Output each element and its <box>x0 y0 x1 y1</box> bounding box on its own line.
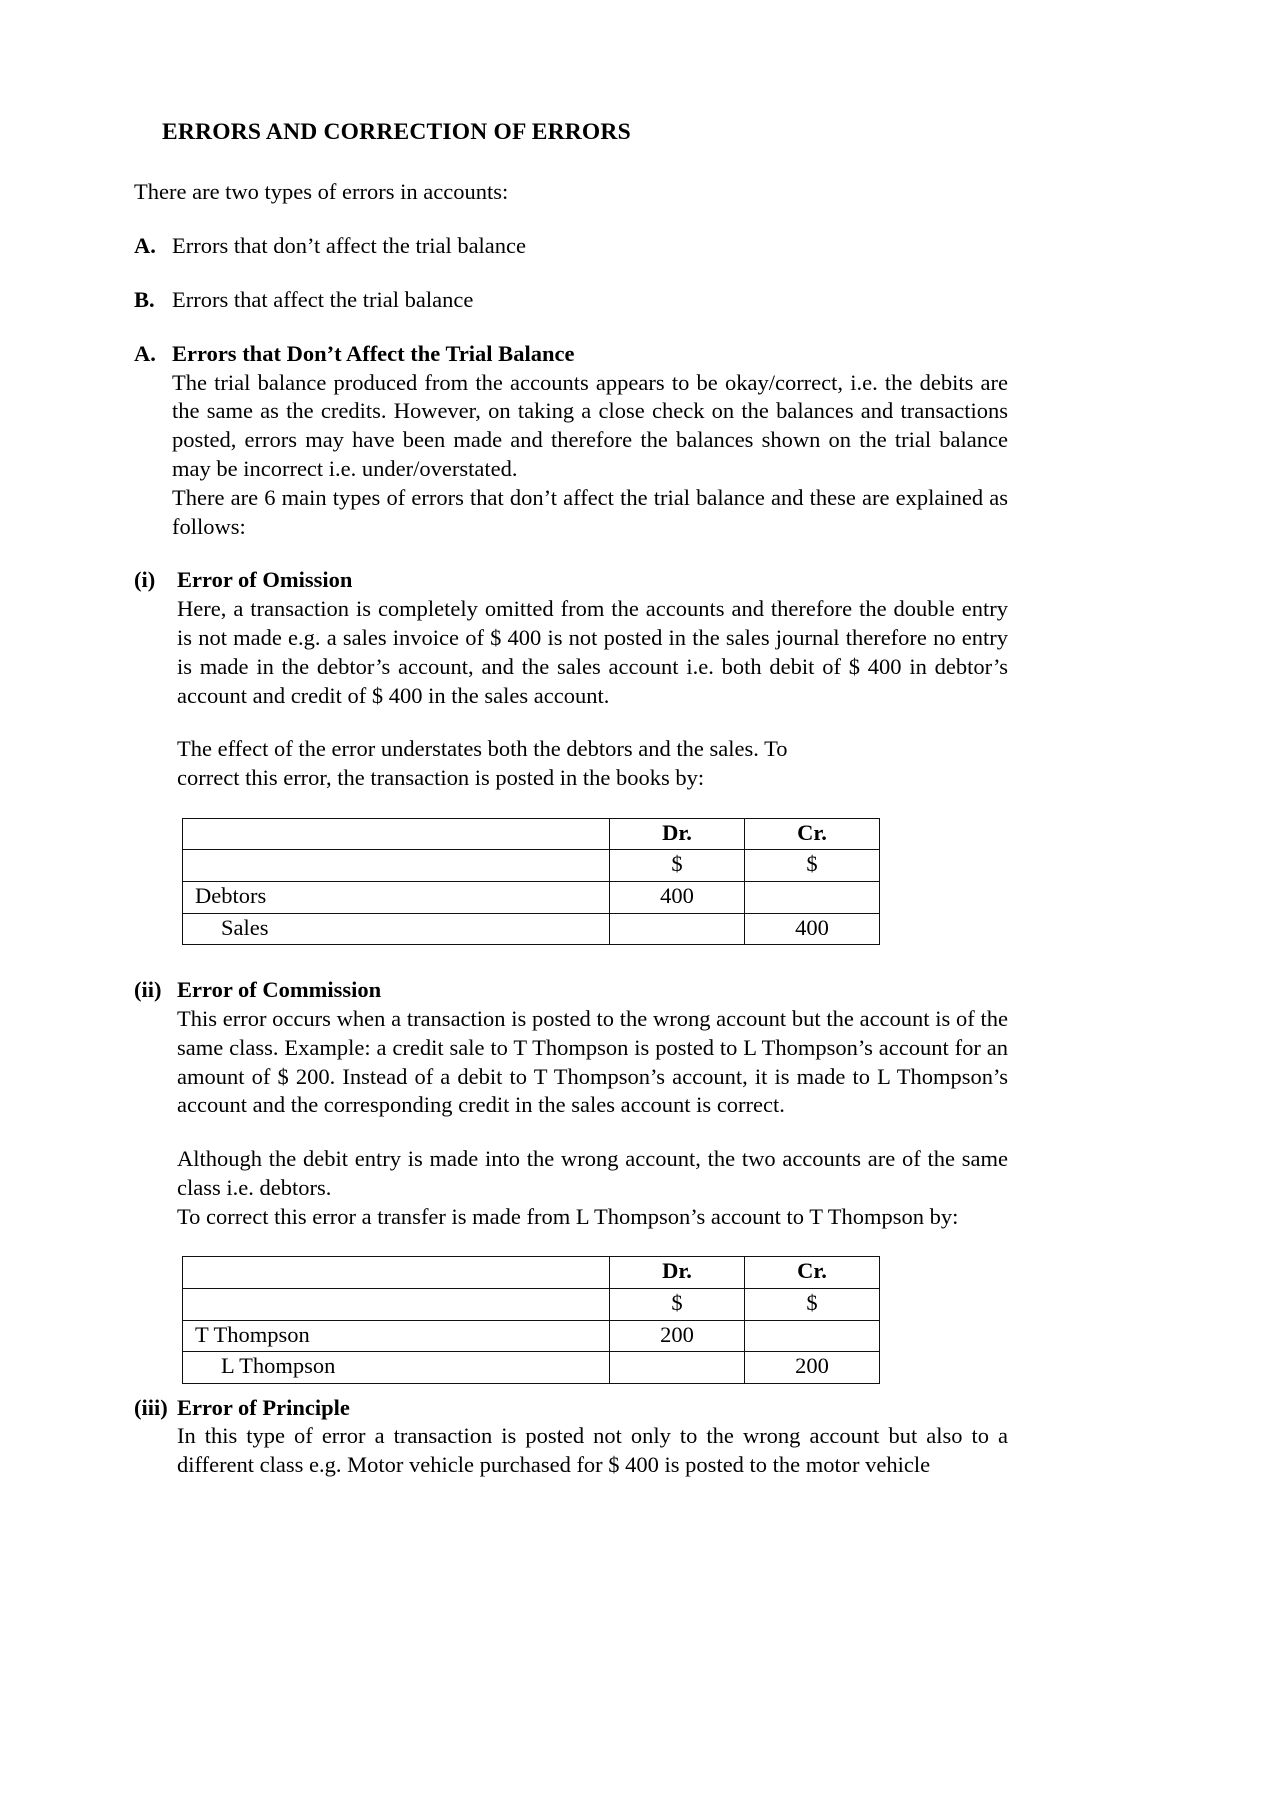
error-of-omission <box>134 566 1008 793</box>
error-of-principle-paragraph-1: In this type of error a transaction is posted not only to the wrong account but also to a different class e.g. Motor vehicle purchased for $ 400 is posted to the motor vehicle <box>177 1423 1008 1478</box>
error-type-b-marker: B. <box>134 286 155 312</box>
table-cell-description: T Thompson <box>183 1320 610 1352</box>
table-cell-dr: 200 <box>610 1320 745 1352</box>
error-of-principle-heading: Error of Principle <box>177 1394 350 1420</box>
table-row <box>183 882 880 914</box>
error-of-omission-marker: (i) <box>134 567 156 593</box>
error-of-commission-paragraph-3: To correct this error a transfer is made from L Thompson’s account to T Thompson by: <box>177 1203 959 1229</box>
table-cell-description: Debtors <box>183 882 610 914</box>
error-of-omission-paragraph-2-line-1: The effect of the error understates both the debtors and the sales. To <box>177 736 788 762</box>
table-header-description <box>183 1257 610 1289</box>
error-of-omission-paragraph-1: Here, a transaction is completely omitted from the accounts and therefore the double entry is not made e.g. a sales invoice of $ 400 is not posted in the sales journal therefore no entry is made in the debtor’s account, and the sales account i.e. both debit of $ 400 in debtor’s account and credit of $ 400 in the sales account. <box>177 596 1008 708</box>
section-a-marker: A. <box>134 340 156 366</box>
table-row <box>183 1320 880 1352</box>
error-type-b-label: Errors that affect the trial balance <box>172 286 474 312</box>
section-a-heading: Errors that Don’t Affect the Trial Balance <box>172 340 575 366</box>
table-currency-description <box>183 1289 610 1321</box>
intro-paragraph: There are two types of errors in accounts: <box>134 179 509 205</box>
table-currency-row <box>183 1289 880 1321</box>
table-cell-description: Sales <box>183 913 610 945</box>
section-a-paragraph-1: The trial balance produced from the accounts appears to be okay/correct, i.e. the debits are the same as the credits. However, on taking a close check on the balances and transactions posted, errors may have been made and therefore the balances shown on the trial balance may be incorrect i.e. under/overstated. <box>172 369 1008 481</box>
error-of-commission <box>134 976 1008 1231</box>
table-cell-dr <box>610 1352 745 1384</box>
table-cell-dr <box>610 913 745 945</box>
error-type-b <box>134 286 1008 315</box>
error-of-commission-paragraph-1: This error occurs when a transaction is posted to the wrong account but the account is of the same class. Example: a credit sale to T Thompson is posted to L Thompson’s account for an amount of $ 200. Instead of a debit to T Thompson’s account, it is made to L Thompson’s account and the corresponding credit in the sales account is correct. <box>177 1005 1008 1118</box>
table-currency-row <box>183 850 880 882</box>
table-header-cr: Cr. <box>745 818 880 850</box>
table-currency-cr: $ <box>745 1289 880 1321</box>
error-of-commission-paragraph-2: Although the debit entry is made into the wrong account, the two accounts are of the same class i.e. debtors. <box>177 1146 1008 1200</box>
error-of-omission-paragraph-2-line-2: correct this error, the transaction is posted in the books by: <box>177 765 705 791</box>
error-of-commission-heading: Error of Commission <box>177 977 382 1003</box>
table-cell-description: L Thompson <box>183 1352 610 1384</box>
error-type-a-label: Errors that don’t affect the trial balance <box>172 233 527 259</box>
table-cell-cr <box>745 1320 880 1352</box>
table-cell-cr: 200 <box>745 1352 880 1384</box>
table-currency-description <box>183 850 610 882</box>
error-of-commission-marker: (ii) <box>134 977 162 1003</box>
section-a <box>134 340 1008 542</box>
error-type-a-marker: A. <box>134 233 156 259</box>
table-currency-cr: $ <box>745 850 880 882</box>
table-currency-dr: $ <box>610 1289 745 1321</box>
table-header-dr: Dr. <box>610 1257 745 1289</box>
table-header-row <box>183 1257 880 1289</box>
page-title: ERRORS AND CORRECTION OF ERRORS <box>162 119 631 145</box>
journal-entry-table-omission <box>182 818 880 945</box>
section-a-paragraph-2: There are 6 main types of errors that don’t affect the trial balance and these are explained as follows: <box>172 484 1008 539</box>
error-of-principle-marker: (iii) <box>134 1394 168 1420</box>
table-currency-dr: $ <box>610 850 745 882</box>
table-row <box>183 913 880 945</box>
table-header-dr: Dr. <box>610 818 745 850</box>
table-cell-cr <box>745 882 880 914</box>
error-of-principle <box>134 1394 1008 1480</box>
table-row <box>183 1352 880 1384</box>
table-cell-dr: 400 <box>610 882 745 914</box>
table-cell-cr: 400 <box>745 913 880 945</box>
table-header-description <box>183 818 610 850</box>
error-of-omission-heading: Error of Omission <box>177 567 353 593</box>
journal-entry-table-commission <box>182 1256 880 1383</box>
table-header-row <box>183 818 880 850</box>
table-header-cr: Cr. <box>745 1257 880 1289</box>
error-type-a <box>134 232 1008 261</box>
